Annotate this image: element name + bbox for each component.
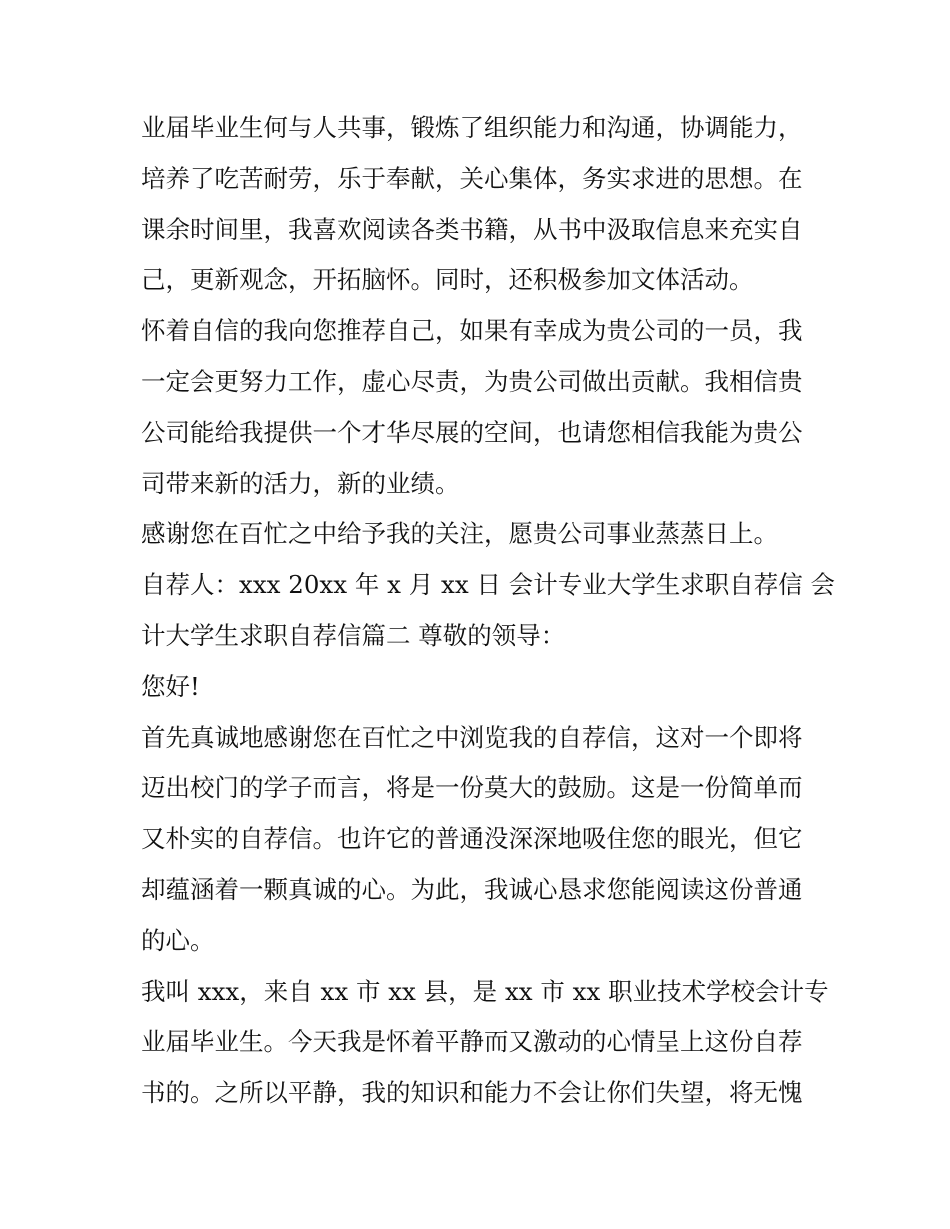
text-line-4: 己，更新观念，开拓脑怀。同时，还积极参加文体活动。 — [141, 265, 754, 295]
text-line-18: 我叫 xxx，来自 xx 市 xx 县，是 xx 市 xx 职业技术学校会计专 — [141, 976, 829, 1006]
text-line-6: 一定会更努力工作，虚心尽责，为贵公司做出贡献。我相信贵 — [141, 366, 803, 396]
text-line-5: 怀着自信的我向您推荐自己，如果有幸成为贵公司的一员，我 — [141, 316, 803, 346]
text-line-10: 自荐人：xxx 20xx 年 x 月 xx 日 会计专业大学生求职自荐信 会 — [141, 570, 836, 600]
text-line-7: 公司能给我提供一个才华尽展的空间，也请您相信我能为贵公 — [141, 417, 803, 447]
text-line-14: 迈出校门的学子而言，将是一份莫大的鼓励。这是一份简单而 — [141, 773, 803, 803]
text-line-9: 感谢您在百忙之中给予我的关注，愿贵公司事业蒸蒸日上。 — [141, 519, 778, 549]
text-line-19: 业届毕业生。今天我是怀着平静而又激动的心情呈上这份自荐 — [141, 1027, 803, 1057]
text-line-15: 又朴实的自荐信。也许它的普通没深深地吸住您的眼光，但它 — [141, 824, 803, 854]
text-line-3: 课余时间里，我喜欢阅读各类书籍，从书中汲取信息来充实自 — [141, 214, 803, 244]
text-line-8: 司带来新的活力，新的业绩。 — [141, 468, 460, 498]
text-line-12: 您好! — [141, 671, 200, 701]
text-line-13: 首先真诚地感谢您在百忙之中浏览我的自荐信，这对一个即将 — [141, 722, 803, 752]
text-line-20: 书的。之所以平静，我的知识和能力不会让你们失望，将无愧 — [141, 1078, 803, 1108]
letter-body — [141, 103, 836, 1119]
text-line-17: 的心。 — [141, 925, 215, 955]
text-line-11: 计大学生求职自荐信篇二 尊敬的领导： — [141, 620, 566, 650]
text-line-16: 却蕴涵着一颗真诚的心。为此，我诚心恳求您能阅读这份普通 — [141, 874, 803, 904]
text-line-2: 培养了吃苦耐劳，乐于奉献，关心集体，务实求进的思想。在 — [141, 163, 803, 193]
text-line-1: 业届毕业生何与人共事，锻炼了组织能力和沟通，协调能力， — [141, 113, 803, 142]
